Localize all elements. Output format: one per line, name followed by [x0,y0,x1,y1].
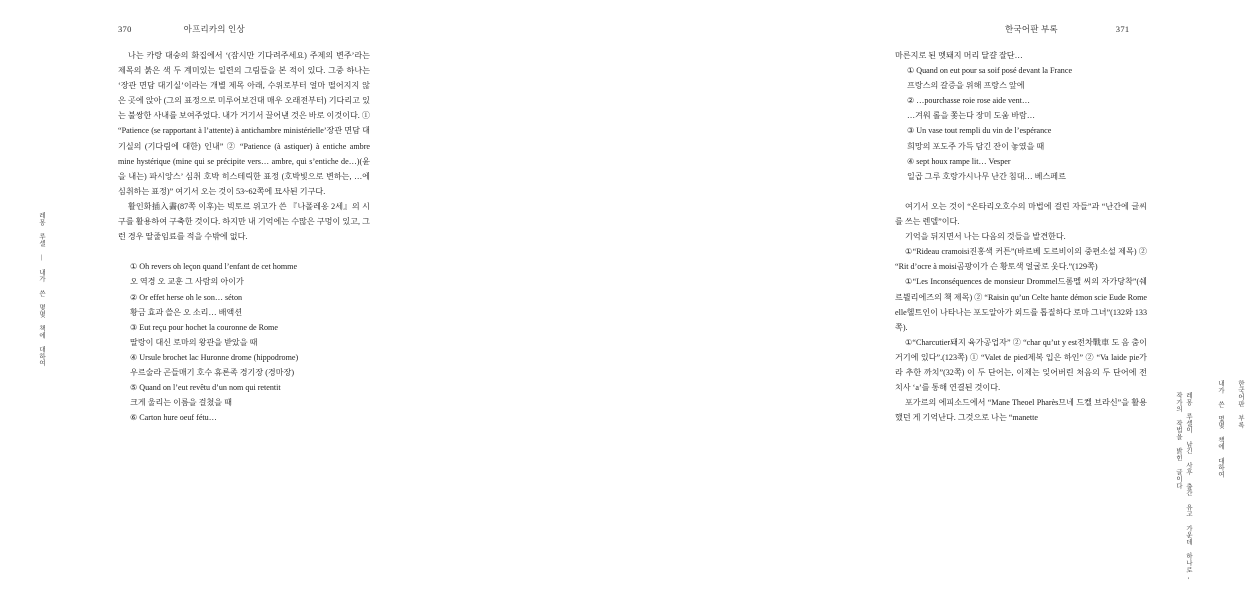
left-folio: 370 [118,24,132,34]
paragraph: ①“Charcutier돼지 육가공업자” ② “char qu’ut y est전차戰車 도 음 춤이 거기에 있다”.(123쪽) ① “Valet de pied제복 입은 하인” ② “Va laide pie가라 추한 까치”(32쪽) 이 두 단어는, 이제는 잊어버린 처음의 두 단어에 전치사 ‘a’를 통해 연결된 것이다. [895,337,1147,393]
verse-line-ko: 오 역경 오 교훈 그 사람의 아이가 [130,277,244,287]
left-page [0,0,425,595]
verse-line-fr: ④ sept houx rampe lit… Vesper [907,156,1011,166]
right-margin-note-title: 한국어판 부록 [1237,380,1244,429]
paragraph: 여기서 오는 것이 “온타리오호수의 마법에 걸린 자들”과 “난간에 글씨를 쓰는 렌델”이다. [895,201,1147,227]
verse-line-fr: ⑤ Quand on l’eut revêtu d’un nom qui retentit [130,383,281,393]
verse-line-ko: 일곱 그루 호랑가시나무 난간 침대… 베스페르 [907,171,1066,181]
right-folio: 371 [1115,24,1130,34]
spacer [118,244,370,259]
right-running-head [1005,22,1245,36]
paragraph: 나는 카랑 대숭의 화집에서 ‘(잠시만 기다려주세요) 주제의 변주’라는 제목의 붉은 색 두 계미있는 일련의 그림들을 본 적이 있다. 그중 하나는 ‘장관 면담 대기실’이라는 개별 제목 아래, 수위로부터 얼마 떨어지지 않은 곳에 앉아 (그의 표정으로 미루어보건대 매우 오래전부터) 기다리고 있는 불쌍한 사내를 보여주었다. 내가 거기서 끌어낸 것은 바로 이것이다. ① “Patience (se rapportant à l’attente) à antichambre ministérielle’장관 면담 대기실의 (기다림에 대한) 인내” ② “Patience (à astiquer) à entiche ambre mine hystérique (mine qui se précipite vers… ambre, qui s’entiche de…)(윤을 내는) 파시앙스’ 심취 호박 히스테릭한 표정 (호박빛으로 변하는, …에 심취하는 표정)” 여기서 오는 것이 53~62쪽에 묘사된 기구다. [118,51,370,196]
left-margin-note: 레몽 루셀 | 내가 쓴 몇몇 책에 대하여 [38,212,45,367]
verse-line-fr: ① Quand on eut pour sa soif posé devant la France [907,66,1073,76]
paragraph: ①“Les Inconséquences de monsieur Drommel드롬멜 씨의 자가당착”(쉐르뷜리에즈의 책 제목) ② “Raisin qu’un Celte hante démon scie Eude Rome elle헬트인이 나타나는 포도알아가 외드를 톱질하다 로마 그녀”(132와 133쪽). [895,277,1147,332]
right-page [425,0,1244,595]
right-text-column [895,48,1147,425]
verse-line-ko: 희망의 포도주 가득 담긴 잔이 놓였을 때 [907,141,1045,151]
verse-line-fr: ③ Un vase tout rempli du vin de l’espérance [907,126,1052,136]
left-text-column [118,48,370,425]
right-margin-note-body: 레몽 루셀이 남긴 사후 출간 유고 가운데 하나로, 작가의 작법을 밝힌 글이다 [1175,392,1192,581]
verse-line-fr: ⑥ Carton hure oeuf fétu… [130,413,217,423]
right-margin-note-subtitle: 내가 쓴 몇몇 책에 대하여 [1217,380,1224,478]
paragraph: 기억을 뒤지면서 나는 다음의 것들을 발견한다. [905,232,1066,242]
verse-line-ko: 마른지로 된 멧돼지 머리 달걀 잘단… [895,51,1023,60]
left-running-head [118,22,348,36]
verse-line-ko: 황금 효과 쓸은 오 소리… 배액션 [130,307,243,317]
verse-line-fr: ④ Ursule brochet lac Huronne drome (hippodrome) [130,352,299,362]
verse-line-ko: 딸랑이 대신 로마의 왕관을 받았을 때 [130,337,258,347]
verse-line-fr: ① Oh revers oh leçon quand l’enfant de cet homme [130,262,298,272]
spacer [895,184,1147,199]
verse-line-fr: ② …pourchasse roie rose aide vent… [907,96,1031,106]
paragraph: 활인화插入畵(87쪽 이후)는 빅토르 위고가 쓴 『나폴레옹 2세』의 시구를 활용하여 구축한 것이다. 하지만 내 기억에는 수많은 구멍이 있고, 그런 경우 딸줄임료를 적을 수밖에 없다. [118,201,370,242]
right-running-title: 한국어판 부록 [1005,24,1058,34]
paragraph: ①“Rideau cramoisi진홍색 커튼”(바르베 도르비이의 중편소설 제목) ② “Rit d’ocre à moisi곰팡이가 슨 황토색 얼굴로 웃다.”(129쪽) [895,247,1147,272]
verse-line-ko: 우르술라 곤들매기 호수 휴론족 경기장 (경마장) [130,367,295,377]
verse-line-ko: 크게 울리는 이름을 걸쳤을 때 [130,398,232,408]
left-running-title: 아프리카의 인상 [183,24,245,34]
verse-line-ko: 프랑스의 갈증을 위해 프랑스 앞에 [907,81,1025,91]
verse-line-fr: ② Or effet herse oh le son… séton [130,292,243,302]
verse-line-ko: …겨워 롤을 쫓는다 장미 도움 바람… [907,111,1035,121]
verse-line-fr: ③ Eut reçu pour hochet la couronne de Rome [130,322,278,332]
paragraph: 포가르의 에피소드에서 “Mane Theoel Pharès므네 드켈 브라신”을 활용했던 게 기억난다. 그것으로 나는 “manette [895,398,1147,423]
